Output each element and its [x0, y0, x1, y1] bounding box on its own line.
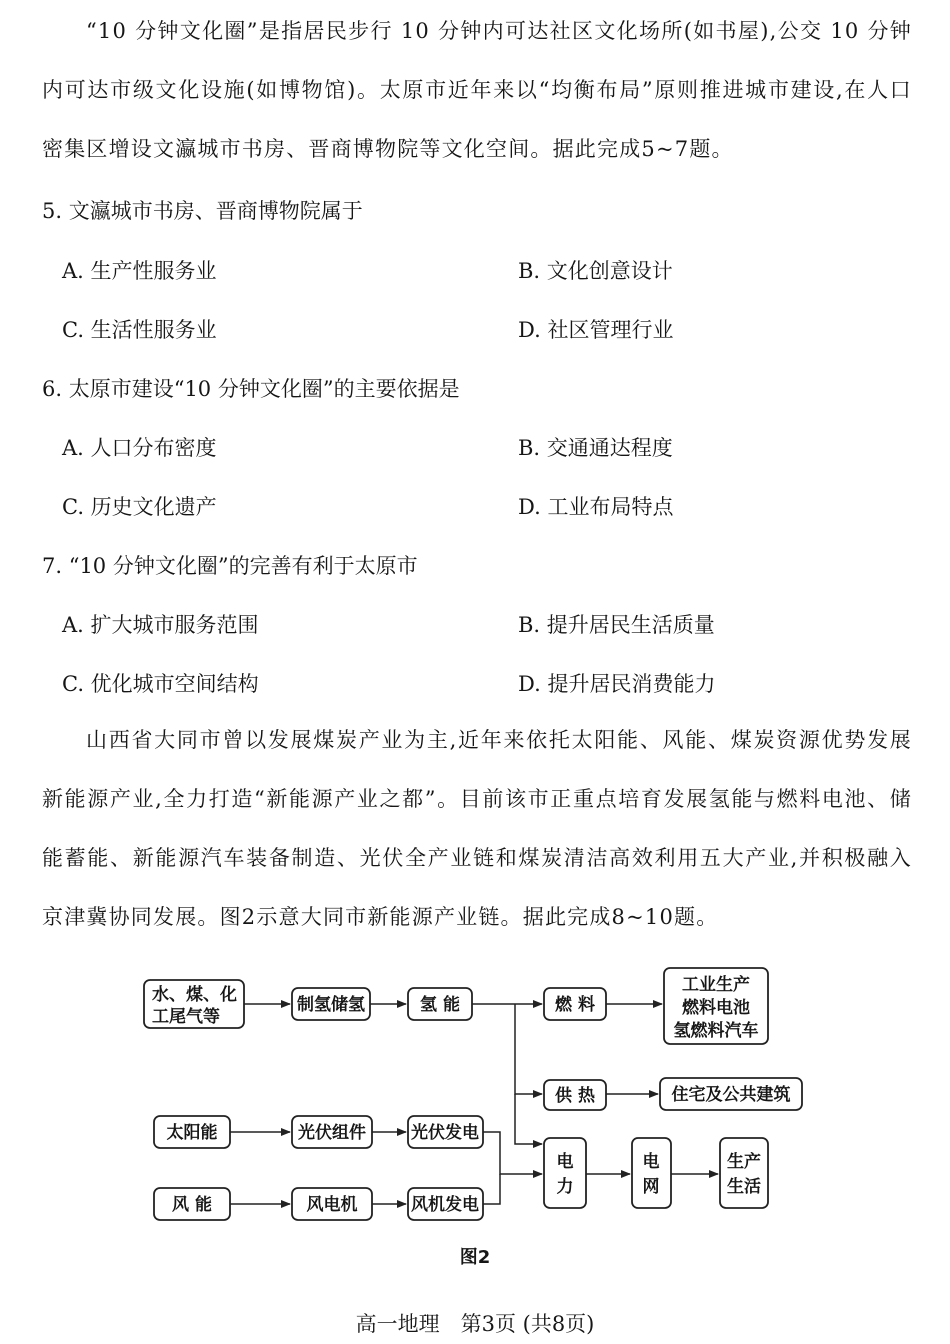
node-fuel-label: 燃 料: [555, 995, 595, 1015]
node-wind: [154, 1188, 230, 1220]
node-electricity-line-2: 力: [556, 1177, 574, 1197]
node-heating-use: [660, 1078, 802, 1110]
q5-option-d: D. 社区管理行业: [518, 318, 674, 342]
question-5-stem: 5. 文瀛城市书房、晋商博物院属于: [42, 199, 363, 223]
q7-option-d: D. 提升居民消费能力: [518, 672, 716, 696]
node-hydrogen-production-label: 制氢储氢: [297, 995, 365, 1015]
node-use-line-2: 生活: [727, 1177, 761, 1197]
node-electricity: [544, 1138, 586, 1208]
q7-option-a: A. 扩大城市服务范围: [62, 613, 259, 637]
passage-2: 山西省大同市曾以发展煤炭产业为主,近年来依托太阳能、风能、煤炭资源优势发展新能源产业,全力打造“新能源产业之都”。目前该市正重点培育发展氢能与燃料电池、储能蓄能、新能源汽车装备制造、光伏全产业链和煤炭清洁高效利用五大产业,并积极融入京津冀协同发展。图2示意大同市新能源产业链。据此完成8~10题。: [42, 728, 912, 929]
figure-caption: 图2: [459, 1247, 491, 1268]
node-wind-label: 风 能: [172, 1195, 212, 1215]
node-grid-line-1: 电: [642, 1152, 660, 1172]
q7-option-c: C. 优化城市空间结构: [62, 672, 259, 696]
node-hydrogen: [408, 988, 472, 1020]
q6-option-a: A. 人口分布密度: [62, 436, 217, 460]
node-hydrogen-label: 氢 能: [420, 995, 460, 1015]
q5-option-a: A. 生产性服务业: [62, 259, 217, 283]
node-grid: [632, 1138, 671, 1208]
passage-1: “10 分钟文化圈”是指居民步行 10 分钟内可达社区文化场所(如书屋),公交 10 分钟内可达市级文化设施(如博物馆)。太原市近年来以“均衡布局”原则推进城市建设,在人口密集区增设文瀛城市书房、晋商博物院等文化空间。据此完成5~7题。: [42, 19, 912, 161]
node-wind-power: [408, 1188, 483, 1220]
page-footer: 高一地理 第3页 (共8页): [355, 1312, 595, 1336]
node-wind-turbine: [292, 1188, 372, 1220]
node-electricity-line-1: 电: [556, 1152, 574, 1172]
node-fuel-uses-line-3: 氢燃料汽车: [673, 1021, 759, 1041]
node-fuel-uses: [664, 968, 768, 1044]
q6-option-c: C. 历史文化遗产: [62, 495, 217, 519]
node-pv-power-label: 光伏发电: [411, 1123, 479, 1143]
q6-option-b: B. 交通通达程度: [518, 436, 673, 460]
node-heating: [544, 1080, 606, 1110]
node-fuel: [544, 988, 606, 1020]
node-grid-line-2: 网: [642, 1177, 660, 1197]
new-energy-industry-chain-diagram: [140, 962, 820, 1232]
node-source-line-2: 工尾气等: [152, 1007, 220, 1027]
node-source: [144, 980, 244, 1028]
question-6-stem: 6. 太原市建设“10 分钟文化圈”的主要依据是: [42, 377, 460, 401]
question-7-stem: 7. “10 分钟文化圈”的完善有利于太原市: [42, 554, 418, 578]
q6-option-d: D. 工业布局特点: [518, 495, 674, 519]
node-use-line-1: 生产: [727, 1152, 761, 1172]
node-fuel-uses-line-2: 燃料电池: [682, 998, 750, 1018]
node-heating-use-label: 住宅及公共建筑: [671, 1085, 791, 1105]
node-solar: [154, 1116, 230, 1148]
node-source-line-1: 水、煤、化: [152, 985, 237, 1005]
q7-option-b: B. 提升居民生活质量: [518, 613, 715, 637]
node-fuel-uses-line-1: 工业生产: [682, 975, 750, 995]
node-hydrogen-production: [292, 988, 370, 1020]
node-solar-label: 太阳能: [166, 1123, 218, 1143]
q5-option-c: C. 生活性服务业: [62, 318, 217, 342]
node-wind-power-label: 风机发电: [411, 1195, 479, 1215]
q5-option-b: B. 文化创意设计: [518, 259, 673, 283]
node-pv-module: [292, 1116, 372, 1148]
node-pv-module-label: 光伏组件: [298, 1123, 366, 1143]
node-pv-power: [408, 1116, 483, 1148]
node-heating-label: 供 热: [555, 1086, 595, 1106]
node-use: [720, 1138, 768, 1208]
node-wind-turbine-label: 风电机: [306, 1195, 358, 1215]
